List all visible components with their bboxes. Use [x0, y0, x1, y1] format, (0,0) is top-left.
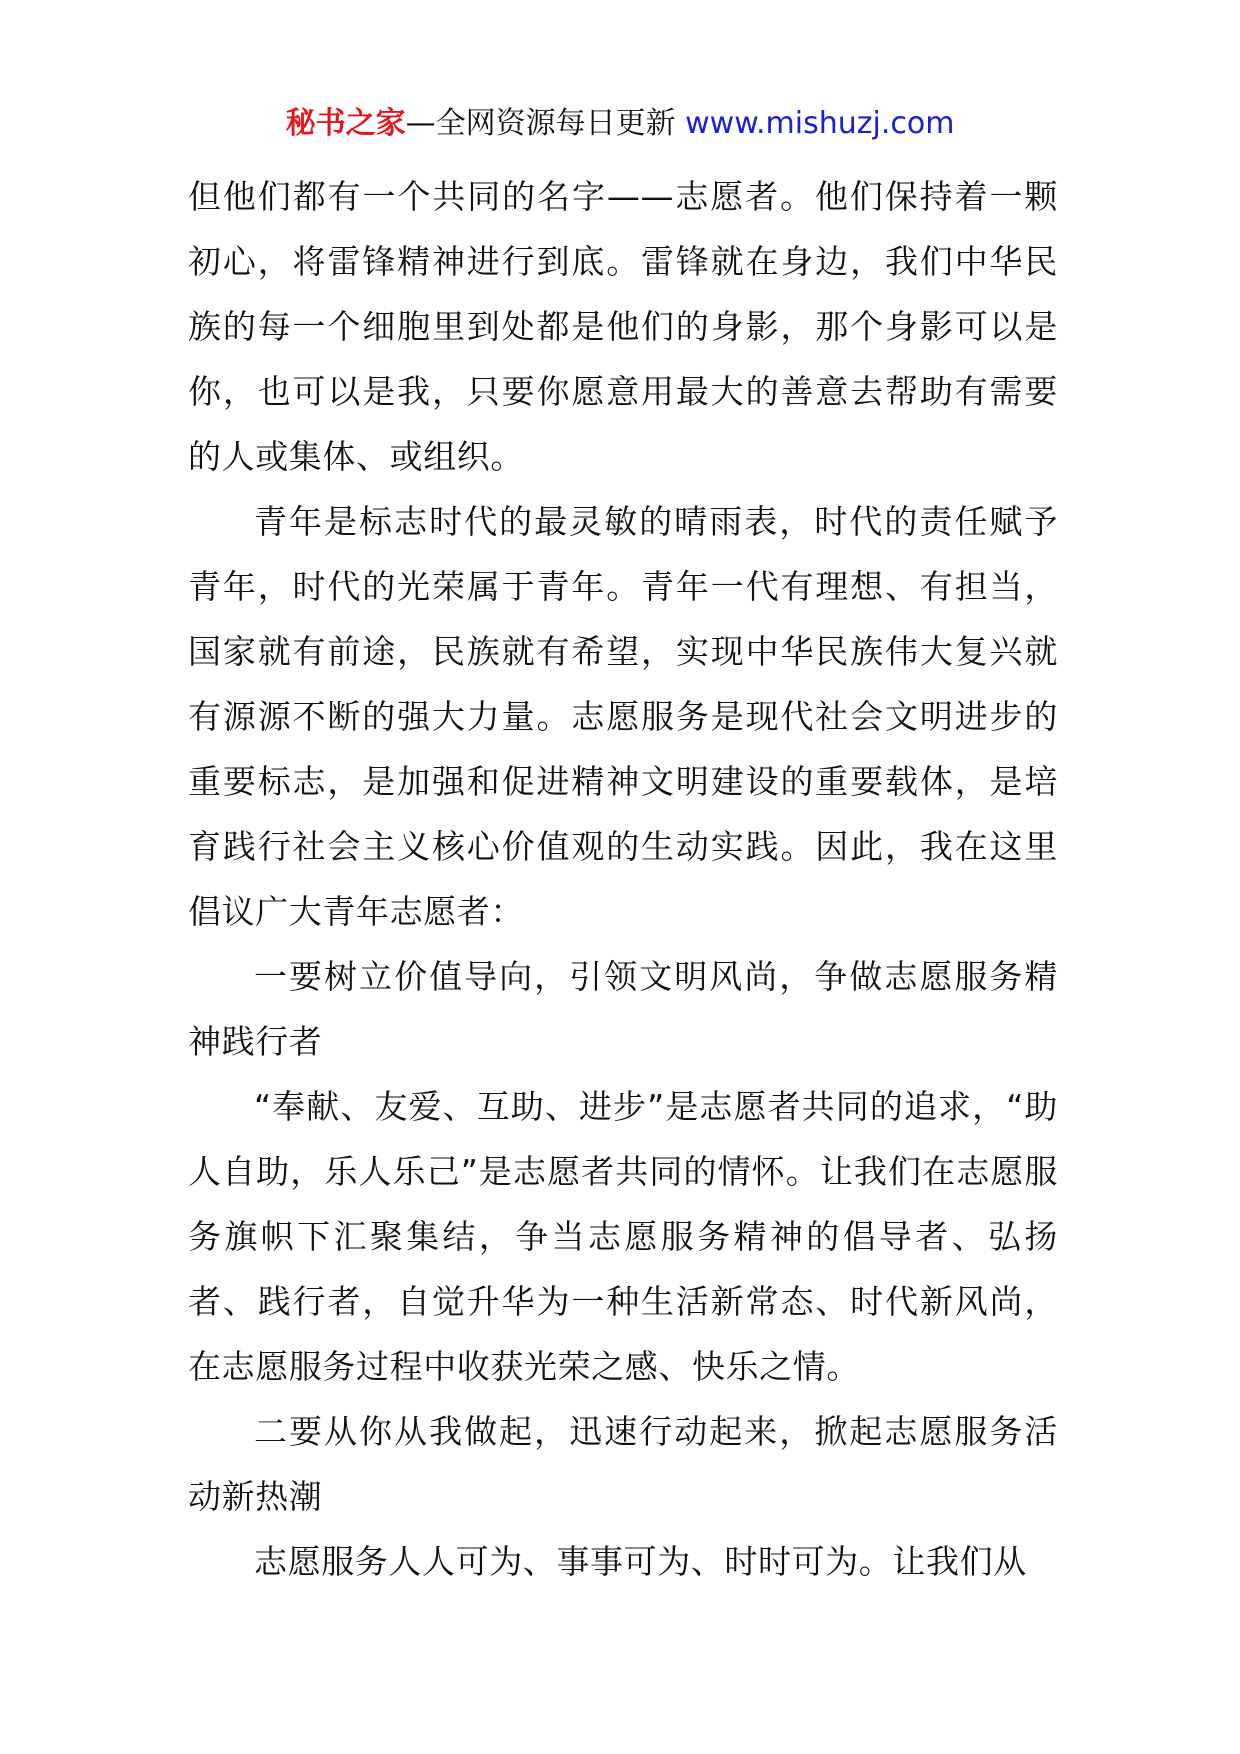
section-heading-one: 一要树立价值导向，引领文明风尚，争做志愿服务精神践行者: [188, 957, 1058, 1061]
site-tagline: —全网资源每日更新: [405, 106, 686, 141]
site-brand: 秘书之家: [285, 106, 406, 141]
paragraph-spirit: “奉献、友爱、互助、进步”是志愿者共同的追求，“助人自助，乐人乐己”是志愿者共同的情怀。让我们在志愿服务旗帜下汇聚集结，争当志愿服务精神的倡导者、弘扬者、践行者，自觉升华为一种生活新常态、时代新风尚，在志愿服务过程中收获光荣之感、快乐之情。: [188, 1087, 1058, 1386]
site-header: [0, 102, 1240, 146]
paragraph-action: 志愿服务人人可为、事事可为、时时可为。让我们从: [254, 1542, 1027, 1581]
document-body: [188, 164, 1058, 1594]
paragraph-continuation: 但他们都有一个共同的名字——志愿者。他们保持着一颗初心，将雷锋精神进行到底。雷锋就在身边，我们中华民族的每一个细胞里到处都是他们的身影，那个身影可以是你，也可以是我，只要你愿意用最大的善意去帮助有需要的人或集体、或组织。: [188, 177, 1058, 476]
site-url: www.mishuzj.com: [685, 106, 955, 141]
section-heading-two: 二要从你从我做起，迅速行动起来，掀起志愿服务活动新热潮: [188, 1412, 1058, 1516]
paragraph-youth: 青年是标志时代的最灵敏的晴雨表，时代的责任赋予青年，时代的光荣属于青年。青年一代有理想、有担当，国家就有前途，民族就有希望，实现中华民族伟大复兴就有源源不断的强大力量。志愿服务是现代社会文明进步的重要标志，是加强和促进精神文明建设的重要载体，是培育践行社会主义核心价值观的生动实践。因此，我在这里倡议广大青年志愿者：: [188, 502, 1058, 931]
